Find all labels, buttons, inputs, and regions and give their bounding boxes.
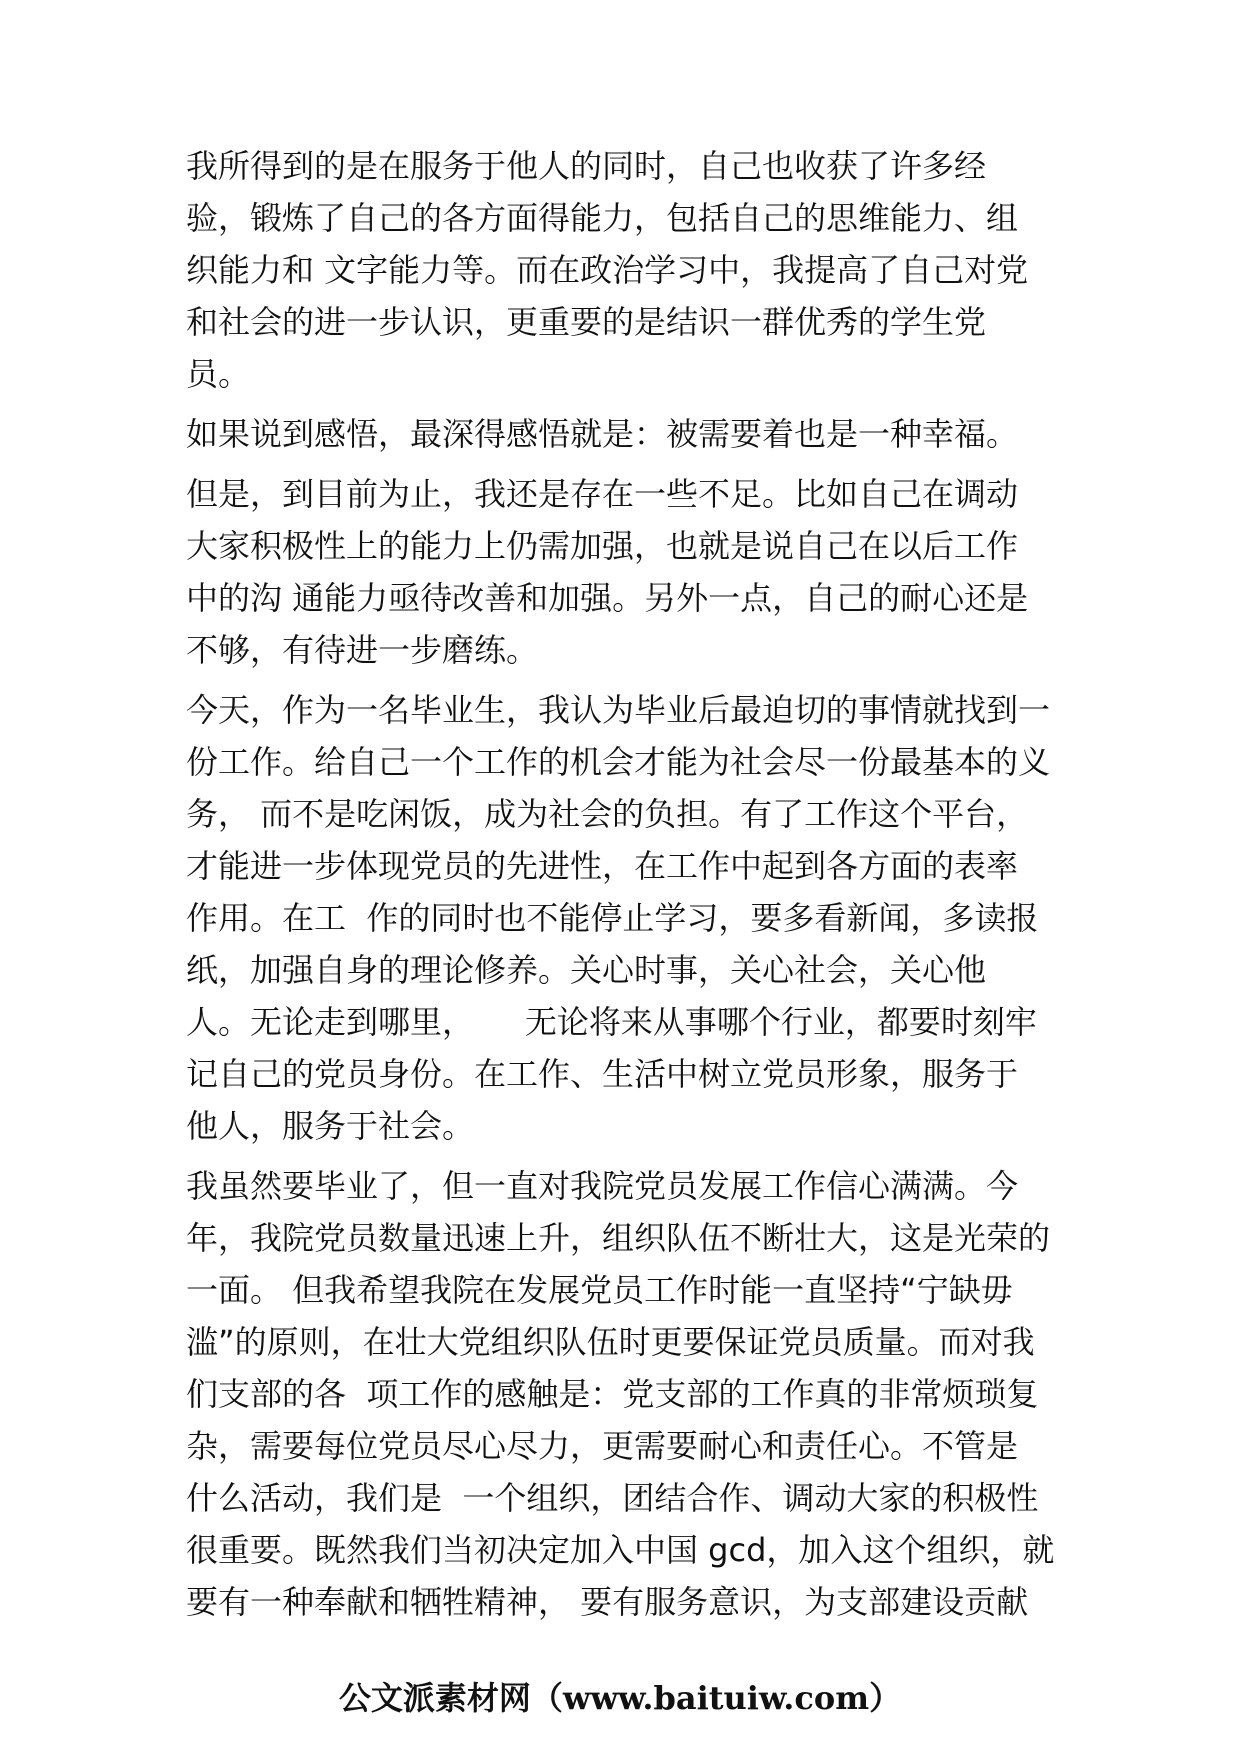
text-line: 滥”的原则，在壮大党组织队伍时更要保证党员质量。而对我 xyxy=(186,1323,1035,1361)
text-line: 他人，服务于社会。 xyxy=(186,1107,475,1145)
text-line: 大家积极性上的能力上仍需加强，也就是说自己在以后工作 xyxy=(186,527,1019,565)
text-line: 作用。在工 作的同时也不能停止学习，要多看新闻，多读报 xyxy=(186,899,1039,937)
text-line: 员。 xyxy=(186,355,251,393)
text-line: 验，锻炼了自己的各方面得能力，包括自己的思维能力、组 xyxy=(186,199,1019,237)
text-line: 今天，作为一名毕业生，我认为毕业后最迫切的事情就找到一 xyxy=(186,691,1051,729)
text-line: 人。无论走到哪里， 无论将来从事哪个行业，都要时刻牢 xyxy=(186,1003,1037,1041)
footer-watermark-text: 公文派素材网（www.baituiw.com） xyxy=(338,1679,902,1717)
text-line: 和社会的进一步认识，更重要的是结识一群优秀的学生党 xyxy=(186,303,987,341)
text-line: 份工作。给自己一个工作的机会才能为社会尽一份最基本的义 xyxy=(186,743,1051,781)
text-line: 什么活动，我们是 一个组织，团结合作、调动大家的积极性 xyxy=(186,1479,1039,1517)
text-line: 中的沟 通能力亟待改善和加强。另外一点，自己的耐心还是 xyxy=(186,579,1029,617)
text-line: 我虽然要毕业了，但一直对我院党员发展工作信心满满。今 xyxy=(186,1167,1019,1205)
text-line: 一面。 但我希望我院在发展党员工作时能一直坚持“宁缺毋 xyxy=(186,1271,1013,1309)
text-line: 不够，有待进一步磨练。 xyxy=(186,631,539,669)
text-line: 务， 而不是吃闲饭，成为社会的负担。有了工作这个平台， xyxy=(186,795,1029,833)
paragraph-party-development xyxy=(186,1160,1086,1628)
paragraph-reflection xyxy=(186,408,1086,460)
text-line: 记自己的党员身份。在工作、生活中树立党员形象，服务于 xyxy=(186,1055,1019,1093)
text-line: 要有一种奉献和牺牲精神， 要有服务意识，为支部建设贡献 xyxy=(186,1583,1029,1621)
text-line: 纸，加强自身的理论修养。关心时事，关心社会，关心他 xyxy=(186,951,987,989)
paragraph-service-gains xyxy=(186,140,1086,400)
text-line: 很重要。既然我们当初决定加入中国 gcd，加入这个组织，就 xyxy=(186,1531,1055,1569)
document-body xyxy=(186,140,1086,1628)
text-line: 但是，到目前为止，我还是存在一些不足。比如自己在调动 xyxy=(186,475,1019,513)
text-line: 才能进一步体现党员的先进性，在工作中起到各方面的表率 xyxy=(186,847,1019,885)
paragraph-shortcomings xyxy=(186,468,1086,676)
text-line: 织能力和 文字能力等。而在政治学习中，我提高了自己对党 xyxy=(186,251,1029,289)
text-line: 年，我院党员数量迅速上升，组织队伍不断壮大，这是光荣的 xyxy=(186,1219,1051,1257)
text-line: 们支部的各 项工作的感触是：党支部的工作真的非常烦琐复 xyxy=(186,1375,1039,1413)
paragraph-graduate-plans xyxy=(186,684,1086,1152)
text-line: 杂，需要每位党员尽心尽力，更需要耐心和责任心。不管是 xyxy=(186,1427,1019,1465)
text-line: 如果说到感悟，最深得感悟就是：被需要着也是一种幸福。 xyxy=(186,415,1019,453)
text-line: 我所得到的是在服务于他人的同时，自己也收获了许多经 xyxy=(186,147,987,185)
